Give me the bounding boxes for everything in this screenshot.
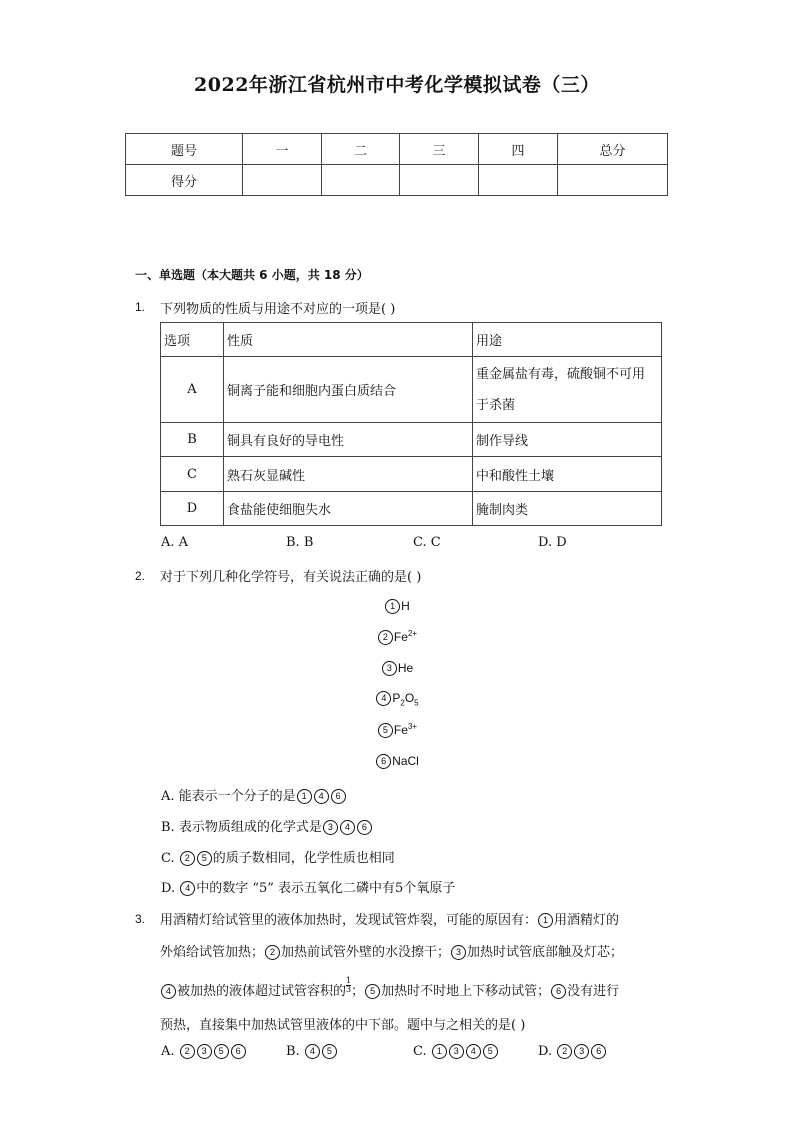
score-table (125, 133, 668, 196)
circled-number: 2 (557, 1044, 572, 1059)
choice-d[interactable] (538, 1044, 607, 1059)
property-cell: 铜离子能和细胞内蛋白质结合 (224, 357, 473, 423)
circled-number: 2 (265, 945, 280, 960)
score-table-score-row (126, 165, 668, 196)
table-row (161, 357, 662, 423)
symbol-charge: 3+ (407, 722, 418, 731)
use-cell: 中和酸性土壤 (473, 457, 662, 492)
symbol-text: P (392, 691, 401, 705)
score-header-cell: 三 (400, 134, 479, 165)
question-number: 2. (135, 569, 146, 583)
circled-number: 3 (197, 1044, 212, 1059)
circled-number: 1 (538, 913, 553, 928)
circled-number: 4 (340, 820, 355, 835)
circled-number: 5 (378, 723, 393, 738)
use-text: 重金属盐有毒，硫酸铜不可用 (476, 366, 646, 382)
symbol-text: O (404, 691, 415, 705)
circled-number: 5 (483, 1044, 498, 1059)
score-header-cell: 题号 (126, 134, 243, 165)
choice-d[interactable] (161, 877, 455, 896)
question-stem: 对于下列几种化学符号，有关说法正确的是( ) (160, 570, 422, 585)
choice-a[interactable]: A. A (161, 535, 189, 550)
circled-number: 2 (180, 851, 195, 866)
table-header-cell: 性质 (224, 323, 473, 357)
symbol-text: Fe (393, 723, 408, 737)
circled-number: 4 (376, 691, 391, 706)
circled-number: 4 (180, 881, 195, 896)
symbol-item (0, 599, 794, 614)
choice-b[interactable]: B. B (286, 535, 314, 550)
score-table-header-row (126, 134, 668, 165)
score-header-cell: 二 (322, 134, 400, 165)
circled-number: 1 (297, 789, 312, 804)
circled-number: 3 (451, 945, 466, 960)
choice-text: D. (538, 1044, 557, 1059)
table-row (161, 423, 662, 457)
option-cell: D (161, 492, 224, 526)
choice-text: C. (413, 1044, 431, 1059)
question-text: 外焰给试管加热； (160, 945, 265, 960)
fraction-numerator: 1 (346, 976, 352, 985)
choice-a[interactable] (161, 785, 347, 804)
symbol-item (0, 629, 794, 645)
circled-number: 2 (180, 1044, 195, 1059)
use-cell (473, 357, 662, 423)
symbol-item (0, 722, 794, 738)
question-line (160, 977, 619, 999)
property-cell: 熟石灰显碱性 (224, 457, 473, 492)
circled-number: 4 (466, 1044, 481, 1059)
choice-text: A. (161, 1044, 179, 1059)
symbol-item (0, 754, 794, 769)
choice-text: C. (161, 851, 179, 866)
circled-number: 6 (357, 820, 372, 835)
score-blank-cell (479, 165, 558, 196)
table-row (161, 492, 662, 526)
choice-d[interactable]: D. D (538, 535, 567, 550)
symbol-item (0, 691, 794, 707)
choice-text: A. 能表示一个分子的是 (161, 789, 296, 804)
score-row-label: 得分 (126, 165, 243, 196)
option-cell: C (161, 457, 224, 492)
question-text: 被加热的液体超过试管容积的 (177, 984, 347, 999)
question-stem: 下列物质的性质与用途不对应的一项是( ) (160, 302, 396, 317)
score-blank-cell (400, 165, 479, 196)
choice-text: 中的数字 “5” 表示五氧化二磷中有5个氧原子 (196, 881, 456, 896)
exam-title: 2022年浙江省杭州市中考化学模拟试卷（三） (194, 74, 600, 96)
circled-number: 2 (378, 630, 393, 645)
circled-number: 6 (551, 984, 566, 999)
circled-number: 3 (382, 661, 397, 676)
question-line (160, 909, 619, 928)
table-row (161, 457, 662, 492)
symbol-charge: 2+ (407, 629, 418, 638)
circled-number: 4 (161, 984, 176, 999)
circled-number: 6 (376, 754, 391, 769)
table-header-cell: 选项 (161, 323, 224, 357)
choice-c[interactable]: C. C (413, 535, 441, 550)
symbol-text: NaCl (392, 754, 419, 768)
circled-number: 5 (322, 1044, 337, 1059)
circled-number: 5 (197, 851, 212, 866)
circled-number: 6 (591, 1044, 606, 1059)
symbol-item (0, 661, 794, 676)
question-text: 没有进行 (567, 984, 620, 999)
choice-text: B. 表示物质组成的化学式是 (161, 820, 322, 835)
table-header-cell: 用途 (473, 323, 662, 357)
circled-number: 6 (331, 789, 346, 804)
choice-b[interactable] (161, 816, 373, 835)
circled-number: 6 (231, 1044, 246, 1059)
question-text: 用酒精灯给试管里的液体加热时，发现试管炸裂，可能的原因有： (160, 913, 538, 928)
question-line: 预热，直接集中加热试管里液体的中下部。题中与之相关的是( ) (160, 1018, 526, 1033)
question-number: 3. (135, 912, 146, 926)
use-cell: 腌制肉类 (473, 492, 662, 526)
symbol-text: He (397, 661, 414, 675)
circled-number: 3 (323, 820, 338, 835)
score-header-cell: 总分 (558, 134, 668, 165)
question-text: 用酒精灯的 (554, 913, 620, 928)
score-header-cell: 四 (479, 134, 558, 165)
choice-a[interactable] (161, 1044, 247, 1059)
symbol-text: Fe (393, 630, 408, 644)
section-heading: 一、单选题（本大题共 6 小题，共 18 分） (135, 268, 369, 282)
option-cell: A (161, 357, 224, 423)
property-cell: 铜具有良好的导电性 (224, 423, 473, 457)
choice-c[interactable] (161, 847, 395, 866)
symbol-subscript: 5 (414, 698, 419, 708)
score-blank-cell (243, 165, 322, 196)
question-number: 1. (135, 300, 146, 314)
symbol-text: H (401, 599, 410, 613)
circled-number: 3 (449, 1044, 464, 1059)
choice-b[interactable] (286, 1044, 338, 1059)
symbol-subscript: 2 (400, 698, 405, 708)
choice-c[interactable] (413, 1044, 499, 1059)
choice-text: 的质子数相同，化学性质也相同 (212, 851, 395, 866)
use-cell: 制作导线 (473, 423, 662, 457)
circled-number: 1 (385, 599, 400, 614)
circled-number: 5 (214, 1044, 229, 1059)
question-text: ； (351, 984, 365, 999)
question-line (160, 941, 623, 960)
circled-number: 4 (314, 789, 329, 804)
fraction-denominator: 3 (346, 985, 352, 994)
question-text: 加热时不时地上下移动试管； (381, 984, 551, 999)
circled-number: 4 (305, 1044, 320, 1059)
circled-number: 1 (432, 1044, 447, 1059)
table-header-row (161, 323, 662, 357)
score-blank-cell (558, 165, 668, 196)
choice-text: D. (161, 881, 180, 896)
question-text: 加热前试管外壁的水没擦干； (281, 945, 451, 960)
property-use-table (160, 322, 662, 526)
option-cell: B (161, 423, 224, 457)
circled-number: 3 (574, 1044, 589, 1059)
use-text: 于杀菌 (476, 397, 516, 413)
property-cell: 食盐能使细胞失水 (224, 492, 473, 526)
circled-number: 5 (365, 984, 380, 999)
choice-text: B. (286, 1044, 304, 1059)
score-blank-cell (322, 165, 400, 196)
question-text: 加热时试管底部触及灯芯； (467, 945, 624, 960)
score-header-cell: 一 (243, 134, 322, 165)
